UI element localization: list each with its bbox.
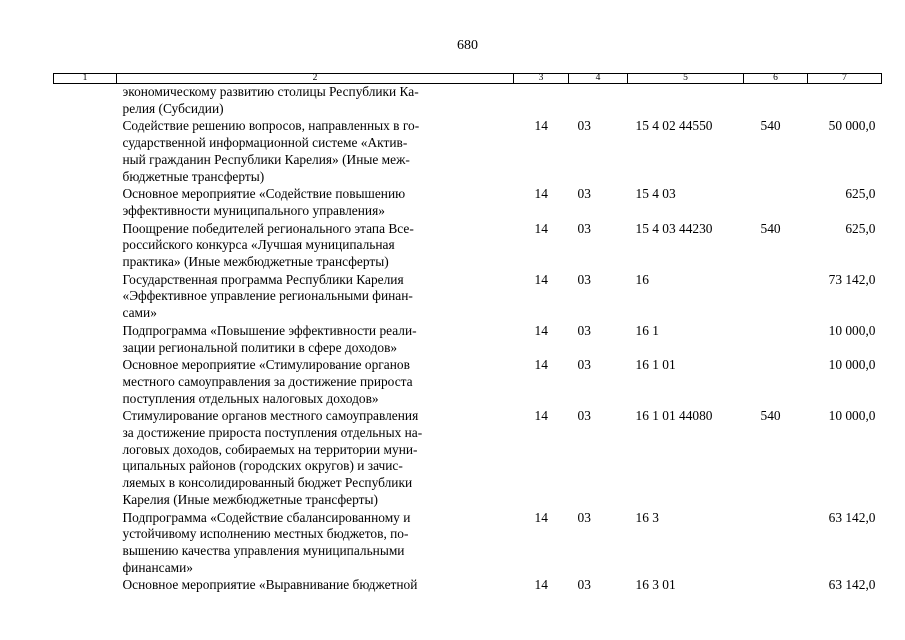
row-item-name [117, 576, 514, 594]
row-item-name-line: вышению качества управления муниципальными [122, 542, 405, 558]
column-header-5: 5 [628, 74, 744, 84]
row-item-name [117, 407, 514, 508]
row-cell-1 [54, 322, 117, 356]
row-item-name-line: логовых доходов, собираемых на территории муни- [122, 441, 418, 457]
column-header-6: 6 [744, 74, 808, 84]
row-expense-type-code [744, 84, 808, 118]
row-item-name-line: экономическому развитию столицы Республики Ка- [122, 84, 419, 99]
row-amount: 10 000,0 [828, 357, 876, 373]
row-subsection-code: 03 [577, 509, 591, 525]
table-row [54, 117, 882, 185]
row-subsection-code [569, 84, 628, 118]
row-item-name-line: поступления отдельных налоговых доходов» [122, 390, 379, 406]
row-subsection-code: 03 [577, 186, 591, 202]
column-header-7: 7 [808, 74, 882, 84]
row-cell-1 [54, 576, 117, 594]
row-item-name-line: устойчивому исполнению местных бюджетов, по- [122, 526, 409, 542]
row-expense-type-code [744, 509, 808, 577]
row-section-code: 14 [534, 577, 548, 593]
row-section-code: 14 [534, 509, 548, 525]
row-item-name [117, 84, 514, 118]
row-item-name-line: сударственной информационной системе «Актив- [122, 135, 408, 151]
row-item-name-line: Основное мероприятие «Стимулирование органов [122, 357, 410, 373]
row-item-name-line: Подпрограмма «Содействие сбалансированному и [122, 509, 411, 525]
row-subsection-code: 03 [577, 322, 591, 338]
budget-table [53, 73, 882, 594]
row-amount [808, 84, 882, 118]
row-expense-type-code [744, 576, 808, 594]
row-target-article-code: 16 3 01 [635, 577, 676, 593]
row-target-article-code: 15 4 03 [635, 186, 676, 202]
row-item-name-line: Основное мероприятие «Содействие повышению [122, 186, 406, 202]
column-header-2: 2 [117, 74, 514, 84]
row-amount: 625,0 [845, 220, 876, 236]
row-expense-type-code [744, 356, 808, 407]
row-section-code: 14 [534, 186, 548, 202]
row-target-article-code: 16 1 01 44080 [635, 408, 713, 424]
row-item-name [117, 271, 514, 322]
row-item-name-line: сами» [122, 305, 157, 321]
table-row [54, 407, 882, 508]
row-amount: 625,0 [845, 186, 876, 202]
row-section-code: 14 [534, 357, 548, 373]
column-header-3: 3 [514, 74, 569, 84]
row-item-name-line: практика» (Иные межбюджетные трансферты) [122, 254, 389, 270]
table-row [54, 84, 882, 118]
table-row [54, 356, 882, 407]
row-cell-1 [54, 84, 117, 118]
row-subsection-code: 03 [577, 408, 591, 424]
row-item-name [117, 356, 514, 407]
row-item-name-line: эффективности муниципального управления» [122, 202, 385, 218]
row-item-name-line: Подпрограмма «Повышение эффективности реали- [122, 322, 417, 338]
row-cell-1 [54, 509, 117, 577]
row-expense-type-code: 540 [760, 118, 781, 134]
row-subsection-code: 03 [577, 220, 591, 236]
table-row [54, 322, 882, 356]
row-item-name [117, 117, 514, 185]
column-header-4: 4 [569, 74, 628, 84]
column-header-1: 1 [54, 74, 117, 84]
row-item-name-line: зации региональной политики в сфере доходов» [122, 339, 398, 355]
table-row [54, 576, 882, 594]
row-item-name-line: российского конкурса «Лучшая муниципальная [122, 237, 395, 253]
row-expense-type-code [744, 185, 808, 219]
row-item-name-line: финансами» [122, 559, 194, 575]
row-amount: 10 000,0 [828, 408, 876, 424]
row-section-code [514, 84, 569, 118]
row-cell-1 [54, 117, 117, 185]
row-item-name-line: Стимулирование органов местного самоуправления [122, 408, 419, 424]
row-cell-1 [54, 356, 117, 407]
row-item-name [117, 509, 514, 577]
row-item-name-line: Основное мероприятие «Выравнивание бюджетной [122, 577, 418, 593]
table-row [54, 185, 882, 219]
row-expense-type-code [744, 322, 808, 356]
row-item-name-line: релия (Субсидии) [122, 100, 224, 116]
row-item-name-line: ляемых в консолидированный бюджет Республики [122, 475, 413, 491]
row-item-name-line: Поощрение победителей регионального этапа Все- [122, 220, 414, 236]
row-item-name [117, 220, 514, 271]
row-target-article-code: 15 4 02 44550 [635, 118, 713, 134]
row-subsection-code: 03 [577, 271, 591, 287]
row-item-name-line: за достижение прироста поступления отдельных на- [122, 425, 423, 441]
row-subsection-code: 03 [577, 577, 591, 593]
row-expense-type-code: 540 [760, 220, 781, 236]
row-target-article-code [628, 84, 744, 118]
table-body [54, 84, 882, 595]
table-row [54, 271, 882, 322]
row-item-name-line: ный гражданин Республики Карелия» (Иные меж- [122, 151, 410, 167]
row-item-name [117, 185, 514, 219]
row-item-name-line: местного самоуправления за достижение прироста [122, 373, 413, 389]
table-row [54, 509, 882, 577]
row-cell-1 [54, 407, 117, 508]
row-item-name-line: бюджетные трансферты) [122, 168, 265, 184]
row-target-article-code: 16 1 [635, 322, 659, 338]
row-item-name-line: «Эффективное управление региональными финан- [122, 288, 413, 304]
row-target-article-code: 16 1 01 [635, 357, 676, 373]
row-section-code: 14 [534, 408, 548, 424]
row-section-code: 14 [534, 271, 548, 287]
row-cell-1 [54, 271, 117, 322]
row-section-code: 14 [534, 220, 548, 236]
row-amount: 63 142,0 [828, 509, 876, 525]
row-target-article-code: 16 3 [635, 509, 659, 525]
row-item-name [117, 322, 514, 356]
row-cell-1 [54, 220, 117, 271]
table-row [54, 220, 882, 271]
row-amount: 73 142,0 [828, 271, 876, 287]
row-amount: 50 000,0 [828, 118, 876, 134]
row-item-name-line: Государственная программа Республики Карелия [122, 271, 404, 287]
row-subsection-code: 03 [577, 118, 591, 134]
row-item-name-line: Содействие решению вопросов, направленных в го- [122, 118, 420, 134]
page-number: 680 [457, 38, 478, 53]
row-section-code: 14 [534, 322, 548, 338]
row-expense-type-code [744, 271, 808, 322]
row-item-name-line: ципальных районов (городских округов) и зачис- [122, 458, 403, 474]
row-section-code: 14 [534, 118, 548, 134]
row-cell-1 [54, 185, 117, 219]
row-target-article-code: 16 [635, 271, 649, 287]
row-item-name-line: Карелия (Иные межбюджетные трансферты) [122, 491, 378, 507]
row-target-article-code: 15 4 03 44230 [635, 220, 713, 236]
column-number-header-row [54, 74, 882, 84]
row-amount: 63 142,0 [828, 577, 876, 593]
row-expense-type-code: 540 [760, 408, 781, 424]
row-subsection-code: 03 [577, 357, 591, 373]
row-amount: 10 000,0 [828, 322, 876, 338]
